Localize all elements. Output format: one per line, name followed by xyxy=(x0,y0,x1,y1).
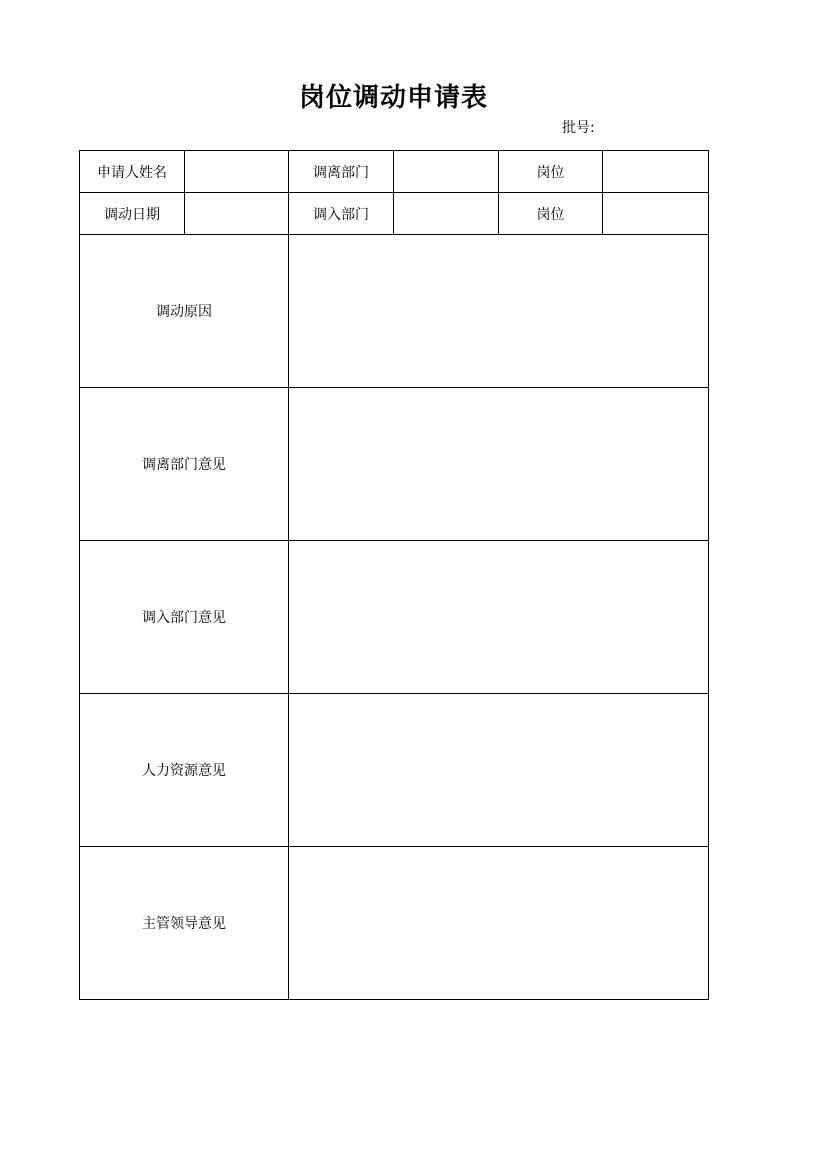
to-department-opinion-field[interactable] xyxy=(289,541,709,694)
transfer-date-field[interactable] xyxy=(185,193,289,235)
batch-number-label: 批号: xyxy=(562,120,595,136)
table-row-transfer-date xyxy=(80,193,709,235)
to-department-label: 调入部门 xyxy=(289,193,394,235)
table-row-hr-opinion xyxy=(80,694,709,847)
table-row-to-dept-opinion xyxy=(80,541,709,694)
from-department-opinion-label: 调离部门意见 xyxy=(80,388,289,541)
from-position-label: 岗位 xyxy=(499,151,603,193)
to-department-opinion-label: 调入部门意见 xyxy=(80,541,289,694)
from-position-field[interactable] xyxy=(603,151,709,193)
to-position-field[interactable] xyxy=(603,193,709,235)
supervisor-opinion-label: 主管领导意见 xyxy=(80,847,289,1000)
table-row-applicant xyxy=(80,151,709,193)
from-department-label: 调离部门 xyxy=(289,151,394,193)
form-title: 岗位调动申请表 xyxy=(298,83,488,113)
transfer-application-table xyxy=(79,150,709,1000)
transfer-reason-field[interactable] xyxy=(289,235,709,388)
hr-opinion-field[interactable] xyxy=(289,694,709,847)
from-department-field[interactable] xyxy=(394,151,499,193)
supervisor-opinion-field[interactable] xyxy=(289,847,709,1000)
applicant-name-field[interactable] xyxy=(185,151,289,193)
table-row-supervisor-opinion xyxy=(80,847,709,1000)
from-department-opinion-field[interactable] xyxy=(289,388,709,541)
transfer-reason-label: 调动原因 xyxy=(80,235,289,388)
table-row-transfer-reason xyxy=(80,235,709,388)
table-row-from-dept-opinion xyxy=(80,388,709,541)
to-position-label: 岗位 xyxy=(499,193,603,235)
applicant-name-label: 申请人姓名 xyxy=(80,151,185,193)
to-department-field[interactable] xyxy=(394,193,499,235)
transfer-date-label: 调动日期 xyxy=(80,193,185,235)
hr-opinion-label: 人力资源意见 xyxy=(80,694,289,847)
